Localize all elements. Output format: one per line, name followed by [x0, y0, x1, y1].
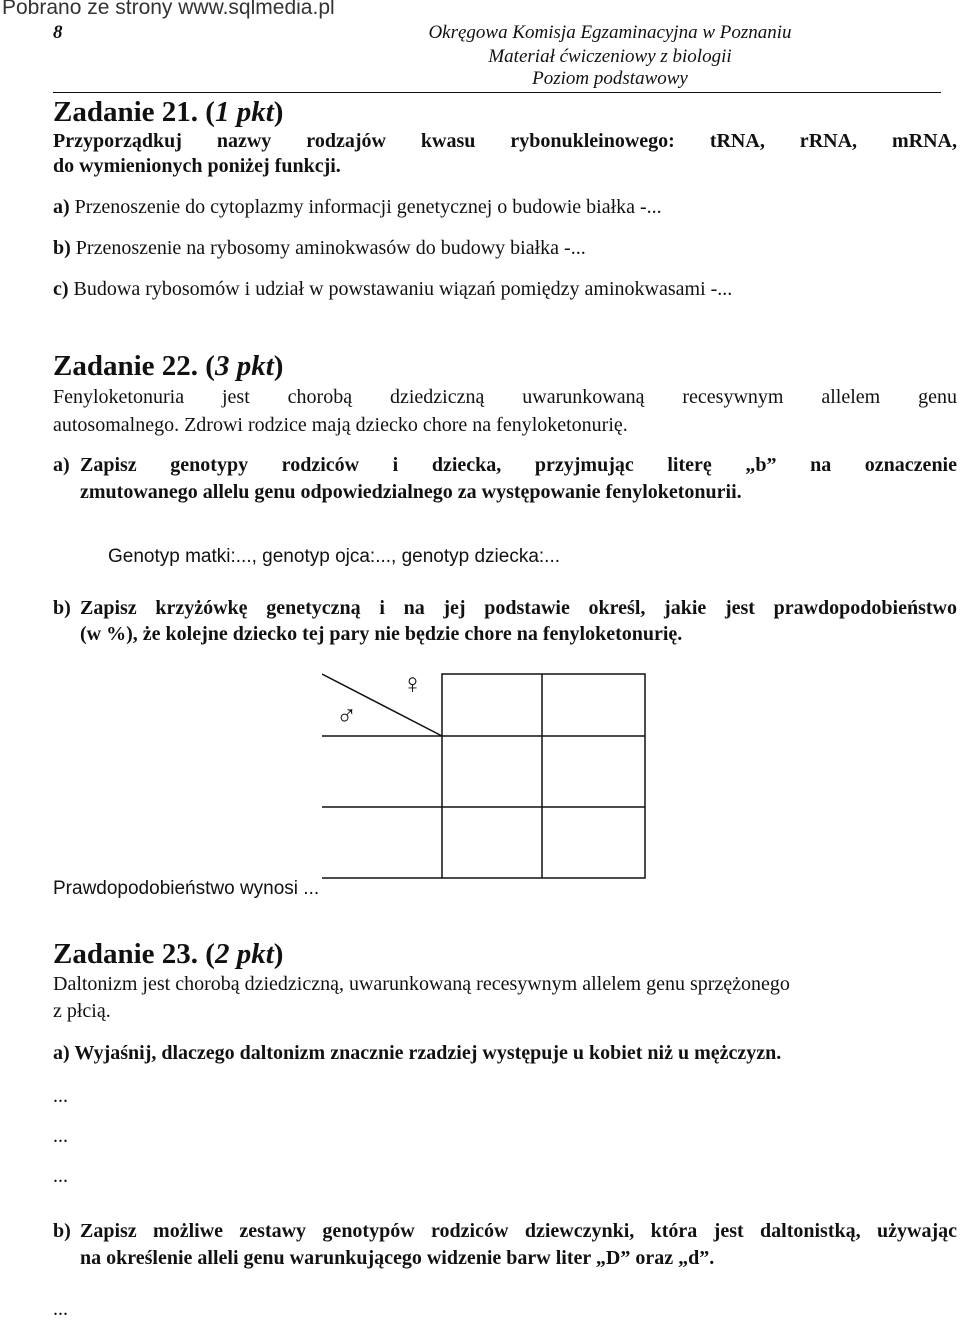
task22-intro-line2: autosomalnego. Zdrowi rodzice mają dziecko chore na fenyloketonurię.: [53, 414, 628, 436]
answer-line-1: ...: [53, 1085, 68, 1107]
task21-item-b: b) Przenoszenie na rybosomy aminokwasów do budowy białka -...: [53, 237, 586, 259]
task21-instruction-line2: do wymienionych poniżej funkcji.: [53, 155, 341, 177]
task23-b-line1: Zapisz możliwe zestawy genotypów rodziców dziewczynki, która jest daltonistką, używając: [80, 1220, 957, 1242]
punnett-square: [322, 668, 647, 885]
watermark: Pobrano ze strony www.sqlmedia.pl: [2, 0, 335, 19]
task23-b-label: b): [53, 1220, 71, 1242]
genotypes-answer-line: Genotyp matki:..., genotyp ojca:..., genotyp dziecka:...: [108, 546, 561, 567]
header-level: Poziom podstawowy: [532, 68, 688, 89]
task21-instruction-line1: Przyporządkuj nazwy rodzajów kwasu rybonukleinowego: tRNA, rRNA, mRNA,: [53, 130, 957, 152]
header-institution: Okręgowa Komisja Egzaminacyjna w Poznaniu: [428, 22, 792, 43]
task22-intro-line1: Fenyloketonuria jest chorobą dziedziczną uwarunkowaną recesywnym allelem genu: [53, 386, 957, 408]
answer-line-4: ...: [53, 1298, 68, 1320]
task22-title: Zadanie 22. (3 pkt): [53, 350, 284, 382]
task21-item-c: c) Budowa rybosomów i udział w powstawaniu wiązań pomiędzy aminokwasami -...: [53, 278, 733, 300]
answer-line-2: ...: [53, 1125, 68, 1147]
answer-line-3: ...: [53, 1165, 68, 1187]
header-subject: Materiał ćwiczeniowy z biologii: [488, 46, 732, 67]
task22-b-line2: (w %), że kolejne dziecko tej pary nie będzie chore na fenyloketonurię.: [80, 623, 683, 645]
task23-b-line2: na określenie alleli genu warunkującego widzenie barw liter „D” oraz „d”.: [80, 1247, 715, 1269]
task22-a-label: a): [53, 454, 70, 476]
task22-a-line1: Zapisz genotypy rodziców i dziecka, przyjmując literę „b” na oznaczenie: [80, 454, 957, 476]
task22-b-line1: Zapisz krzyżówkę genetyczną i na jej podstawie określ, jakie jest prawdopodobieństwo: [80, 597, 957, 619]
probability-answer-line: Prawdopodobieństwo wynosi ...: [53, 878, 320, 899]
male-symbol: ♂: [336, 700, 357, 731]
task23-intro-line1: Daltonizm jest chorobą dziedziczną, uwarunkowaną recesywnym allelem genu sprzężonego: [53, 973, 790, 995]
punnett-square-grid: [322, 672, 647, 880]
task23-a: a) Wyjaśnij, dlaczego daltonizm znacznie rzadziej występuje u kobiet niż u mężczyzn.: [53, 1042, 782, 1064]
header-divider: [53, 92, 941, 93]
task22-a-line2: zmutowanego allelu genu odpowiedzialnego za występowanie fenyloketonurii.: [80, 481, 742, 503]
task23-title: Zadanie 23. (2 pkt): [53, 938, 284, 970]
task22-b-label: b): [53, 597, 71, 619]
task21-title: Zadanie 21. (1 pkt): [53, 96, 284, 128]
task21-item-a: a) Przenoszenie do cytoplazmy informacji genetycznej o budowie białka -...: [53, 196, 662, 218]
female-symbol: ♀: [402, 668, 423, 699]
page-number: 8: [53, 22, 63, 43]
task23-intro-line2: z płcią.: [53, 1000, 111, 1022]
